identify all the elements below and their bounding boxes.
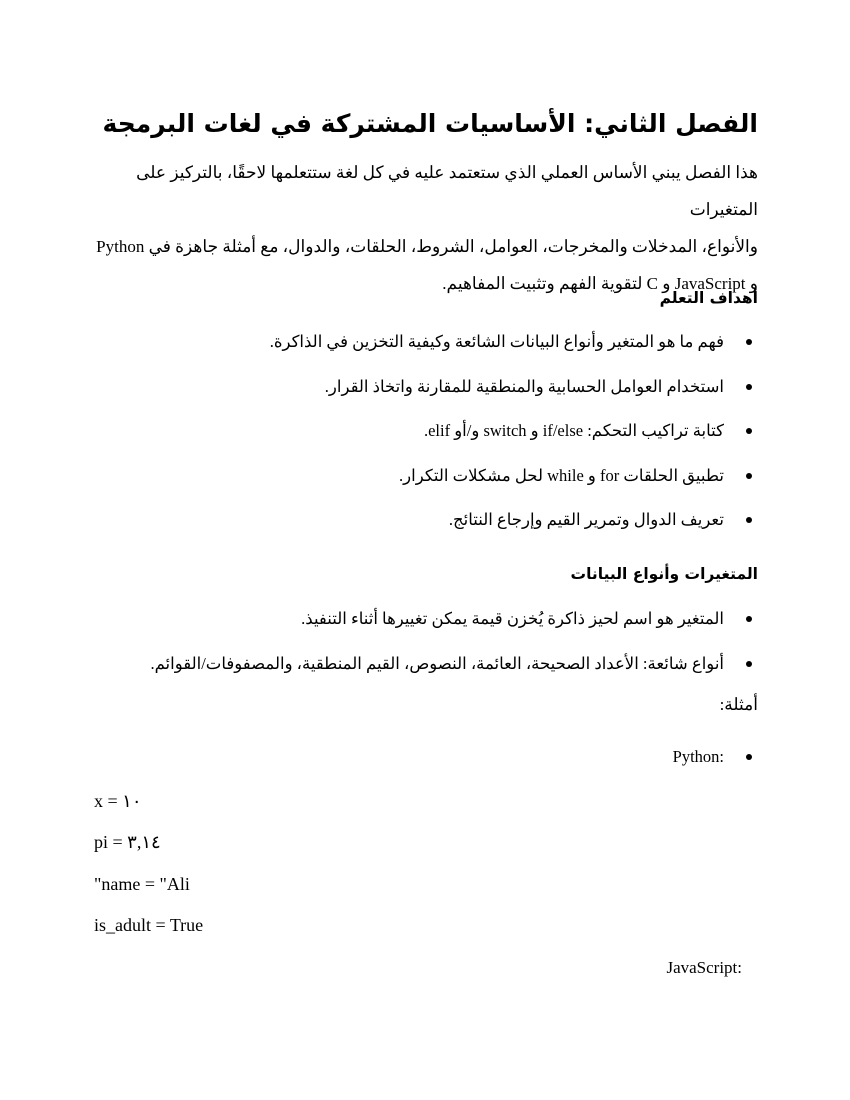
- list-item: [88, 320, 758, 365]
- list-item: [88, 735, 758, 780]
- learning-goals-heading: أهداف التعلم: [659, 289, 758, 307]
- bullet-dot-icon: [746, 517, 752, 523]
- list-item: [88, 454, 758, 499]
- intro-line: هذا الفصل يبني الأساس العملي الذي ستعتمد عليه في كل لغة ستتعلمها لاحقًا، بالتركيز على المتغيرات: [136, 163, 758, 219]
- variables-list: [88, 597, 758, 686]
- bullet-dot-icon: [746, 428, 752, 434]
- bullet-dot-icon: [746, 754, 752, 760]
- learning-goals-list: [88, 320, 758, 543]
- bullet-dot-icon: [746, 339, 752, 345]
- bullet-dot-icon: [746, 384, 752, 390]
- list-item: [88, 597, 758, 642]
- list-item-text: المتغير هو اسم لحيز ذاكرة يُخزن قيمة يمكن تغييرها أثناء التنفيذ.: [301, 609, 724, 628]
- chapter-title: الفصل الثاني: الأساسيات المشتركة في لغات البرمجة: [102, 109, 758, 138]
- list-item-text: استخدام العوامل الحسابية والمنطقية للمقارنة واتخاذ القرار.: [324, 376, 724, 396]
- list-item: [88, 498, 758, 543]
- list-item: [88, 642, 758, 687]
- list-item: [88, 409, 758, 454]
- bullet-dot-icon: [746, 616, 752, 622]
- code-line: "name = "Ali: [94, 874, 190, 894]
- code-line: is_adult = True: [94, 915, 204, 935]
- code-line: pi = ٣,١٤: [94, 832, 161, 852]
- bullet-dot-icon: [746, 661, 752, 667]
- intro-line: و JavaScript و C لتقوية الفهم وتثبيت المفاهيم.: [442, 274, 758, 293]
- python-bullet-list: [88, 735, 758, 780]
- variables-heading: المتغيرات وأنواع البيانات: [570, 565, 758, 583]
- list-item-text: فهم ما هو المتغير وأنواع البيانات الشائعة وكيفية التخزين في الذاكرة.: [269, 332, 724, 351]
- examples-label: أمثلة:: [719, 695, 758, 714]
- code-line: x = ١٠: [94, 791, 142, 811]
- list-item: [88, 365, 758, 410]
- javascript-label-text: JavaScript:: [666, 958, 742, 977]
- intro-paragraph: [88, 154, 758, 302]
- list-item-text: كتابة تراكيب التحكم: if/else و switch و/أو elif.: [423, 421, 724, 440]
- intro-line: والأنواع، المدخلات والمخرجات، العوامل، الشروط، الحلقات، والدوال، مع أمثلة جاهزة في Python: [96, 237, 758, 256]
- list-item-text: أنواع شائعة: الأعداد الصحيحة، العائمة، النصوص، القيم المنطقية، والمصفوفات/القوائم.: [150, 653, 724, 673]
- list-item-text: تعريف الدوال وتمرير القيم وإرجاع النتائج.: [448, 510, 724, 529]
- bullet-dot-icon: [746, 473, 752, 479]
- javascript-label: [88, 956, 742, 980]
- list-item-text: تطبيق الحلقات for و while لحل مشكلات التكرار.: [399, 465, 724, 485]
- python-label: Python:: [672, 747, 724, 766]
